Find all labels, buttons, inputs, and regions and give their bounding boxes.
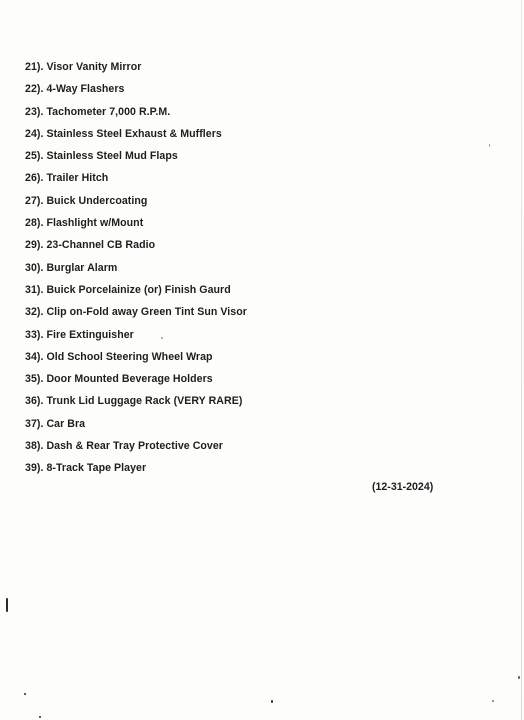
accessories-list: [25, 58, 247, 482]
list-item: 21). Visor Vanity Mirror: [25, 61, 142, 73]
list-item: 37). Car Bra: [25, 417, 86, 430]
list-item: 25). Stainless Steel Mud Flaps: [25, 150, 178, 163]
list-item: 38). Dash & Rear Tray Protective Cover: [25, 440, 223, 453]
scan-speck: [24, 693, 26, 695]
list-item: 30). Burglar Alarm: [25, 261, 118, 274]
list-item: 39). 8-Track Tape Player: [25, 462, 147, 475]
scan-speck: [6, 598, 8, 612]
list-item: 26). Trailer Hitch: [25, 172, 109, 185]
list-item: 28). Flashlight w/Mount: [25, 217, 144, 230]
scan-speck: [39, 716, 41, 718]
list-item: 32). Clip on-Fold away Green Tint Sun Visor: [25, 306, 247, 319]
list-item: 27). Buick Undercoating: [25, 194, 148, 207]
scan-speck: [518, 676, 520, 679]
list-item: 22). 4-Way Flashers: [25, 83, 125, 96]
scan-speck: [492, 700, 494, 702]
list-item: 23). Tachometer 7,000 R.P.M.: [25, 105, 171, 118]
list-item: 29). 23-Channel CB Radio: [25, 239, 156, 252]
scan-speck: [489, 144, 490, 147]
list-item: 35). Door Mounted Beverage Holders: [25, 373, 213, 386]
page-edge-shadow: [521, 0, 522, 720]
scan-speck: [161, 337, 163, 339]
scan-speck: [271, 700, 273, 703]
list-item: 24). Stainless Steel Exhaust & Mufflers: [25, 127, 222, 140]
document-date: (12-31-2024): [372, 481, 434, 493]
list-item: 36). Trunk Lid Luggage Rack (VERY RARE): [25, 395, 243, 408]
list-item: 31). Buick Porcelainize (or) Finish Gaurd: [25, 283, 231, 296]
list-item: 33). Fire Extinguisher: [25, 328, 134, 341]
list-item: 34). Old School Steering Wheel Wrap: [25, 350, 213, 363]
